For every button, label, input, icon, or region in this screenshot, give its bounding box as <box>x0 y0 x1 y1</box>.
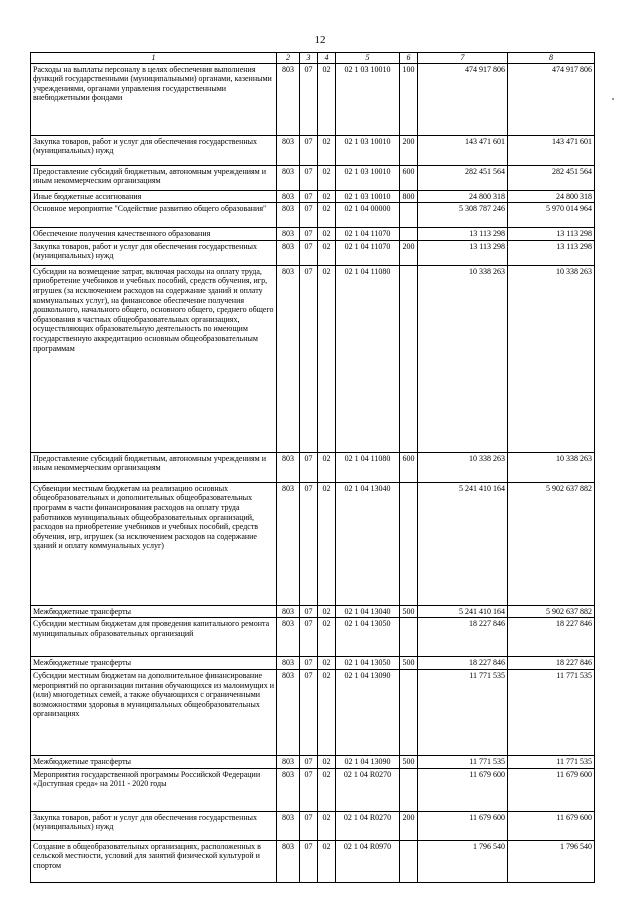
row-name-cell: Иные бюджетные ассигнования <box>31 190 277 203</box>
expense-type-cell <box>400 768 418 811</box>
ved-code-cell: 803 <box>277 669 300 755</box>
amount-year2-cell: 11 679 600 <box>508 811 595 840</box>
table-row <box>31 840 595 882</box>
subsection-cell: 02 <box>318 135 336 165</box>
amount-year1-cell: 1 796 540 <box>418 840 508 882</box>
table-row <box>31 240 595 265</box>
header-cell: 6 <box>400 53 418 64</box>
target-article-cell: 02 1 04 R0270 <box>336 768 400 811</box>
section-cell: 07 <box>300 240 318 265</box>
section-cell: 07 <box>300 669 318 755</box>
table-row <box>31 165 595 190</box>
amount-year1-cell: 5 241 410 164 <box>418 482 508 605</box>
amount-year2-cell: 474 917 806 <box>508 63 595 135</box>
table-row <box>31 811 595 840</box>
row-name-cell: Субвенции местным бюджетам на реализацию основных общеобразовательных и дополнительных общеобразовательных программ в части финансирования расходов на оплату труда работников муниципальных общеобразовательных организаций, расходов на приобретение учебников и учебных пособий, средств обучения, игр, игрушек (за исключением расходов на содержание зданий и оплату коммунальных услуг) <box>31 482 277 605</box>
section-cell: 07 <box>300 657 318 670</box>
target-article-cell: 02 1 04 13040 <box>336 605 400 618</box>
ved-code-cell: 803 <box>277 768 300 811</box>
subsection-cell: 02 <box>318 228 336 241</box>
row-name-cell: Межбюджетные трансферты <box>31 657 277 670</box>
subsection-cell: 02 <box>318 755 336 768</box>
section-cell: 07 <box>300 63 318 135</box>
amount-year1-cell: 11 771 535 <box>418 669 508 755</box>
ved-code-cell: 803 <box>277 165 300 190</box>
section-cell: 07 <box>300 165 318 190</box>
ved-code-cell: 803 <box>277 482 300 605</box>
subsection-cell: 02 <box>318 840 336 882</box>
row-name-cell: Межбюджетные трансферты <box>31 605 277 618</box>
subsection-cell: 02 <box>318 165 336 190</box>
amount-year1-cell: 13 113 298 <box>418 228 508 241</box>
section-cell: 07 <box>300 190 318 203</box>
header-cell: 3 <box>300 53 318 64</box>
section-cell: 07 <box>300 605 318 618</box>
ved-code-cell: 803 <box>277 618 300 657</box>
subsection-cell: 02 <box>318 190 336 203</box>
ved-code-cell: 803 <box>277 755 300 768</box>
section-cell: 07 <box>300 135 318 165</box>
subsection-cell: 02 <box>318 452 336 482</box>
table-row <box>31 755 595 768</box>
row-name-cell: Субсидии на возмещение затрат, включая расходы на оплату труда, приобретение учебников и учебных пособий, средств обучения, игр, игрушек (за исключением расходов на содержание зданий и оплату коммунальных услуг), на финансовое обеспечение получения дошкольного, начального общего, основного общего, среднего общего образования в частных общеобразовательных организациях, осуществляющих образовательную деятельность по имеющим государственную аккредитацию основным общеобразовательным программам <box>31 265 277 452</box>
row-name-cell: Предоставление субсидий бюджетным, автономным учреждениям и иным некоммерческим организациям <box>31 452 277 482</box>
amount-year1-cell: 143 471 601 <box>418 135 508 165</box>
row-name-cell: Закупка товаров, работ и услуг для обеспечения государственных (муниципальных) нужд <box>31 240 277 265</box>
section-cell: 07 <box>300 618 318 657</box>
ved-code-cell: 803 <box>277 840 300 882</box>
header-cell: 1 <box>31 53 277 64</box>
expense-type-cell: 200 <box>400 135 418 165</box>
table-row <box>31 618 595 657</box>
amount-year2-cell: 10 338 263 <box>508 265 595 452</box>
subsection-cell: 02 <box>318 768 336 811</box>
target-article-cell: 02 1 04 11070 <box>336 228 400 241</box>
ved-code-cell: 803 <box>277 811 300 840</box>
target-article-cell: 02 1 03 10010 <box>336 165 400 190</box>
amount-year2-cell: 24 800 318 <box>508 190 595 203</box>
row-name-cell: Основное мероприятие "Содействие развитию общего образования" <box>31 203 277 228</box>
expense-type-cell: 500 <box>400 657 418 670</box>
row-name-cell: Обеспечение получения качественного образования <box>31 228 277 241</box>
row-name-cell: Создание в общеобразовательных организациях, расположенных в сельской местности, условий для занятий физической культурой и спортом <box>31 840 277 882</box>
amount-year1-cell: 11 679 600 <box>418 811 508 840</box>
expense-type-cell: 800 <box>400 190 418 203</box>
header-cell: 4 <box>318 53 336 64</box>
section-cell: 07 <box>300 840 318 882</box>
ved-code-cell: 803 <box>277 228 300 241</box>
section-cell: 07 <box>300 482 318 605</box>
table-row <box>31 452 595 482</box>
expense-type-cell: 200 <box>400 811 418 840</box>
target-article-cell: 02 1 04 13090 <box>336 755 400 768</box>
section-cell: 07 <box>300 452 318 482</box>
subsection-cell: 02 <box>318 203 336 228</box>
table-row <box>31 657 595 670</box>
ved-code-cell: 803 <box>277 657 300 670</box>
amount-year2-cell: 11 679 600 <box>508 768 595 811</box>
row-name-cell: Мероприятия государственной программы Российской Федерации «Доступная среда» на 2011 - 2020 годы <box>31 768 277 811</box>
target-article-cell: 02 1 04 R0270 <box>336 811 400 840</box>
subsection-cell: 02 <box>318 605 336 618</box>
amount-year2-cell: 10 338 263 <box>508 452 595 482</box>
amount-year1-cell: 18 227 846 <box>418 657 508 670</box>
subsection-cell: 02 <box>318 482 336 605</box>
ved-code-cell: 803 <box>277 240 300 265</box>
expense-type-cell <box>400 840 418 882</box>
amount-year2-cell: 143 471 601 <box>508 135 595 165</box>
amount-year2-cell: 1 796 540 <box>508 840 595 882</box>
amount-year2-cell: 5 902 637 882 <box>508 482 595 605</box>
table-row <box>31 63 595 135</box>
amount-year1-cell: 11 679 600 <box>418 768 508 811</box>
row-name-cell: Предоставление субсидий бюджетным, автономным учреждениям и иным некоммерческим организациям <box>31 165 277 190</box>
amount-year2-cell: 11 771 535 <box>508 755 595 768</box>
amount-year2-cell: 282 451 564 <box>508 165 595 190</box>
page-number: 12 <box>314 34 326 46</box>
expense-type-cell <box>400 203 418 228</box>
ved-code-cell: 803 <box>277 203 300 228</box>
expense-type-cell <box>400 482 418 605</box>
expense-type-cell: 100 <box>400 63 418 135</box>
amount-year1-cell: 24 800 318 <box>418 190 508 203</box>
expense-type-cell: 600 <box>400 452 418 482</box>
subsection-cell: 02 <box>318 63 336 135</box>
amount-year1-cell: 10 338 263 <box>418 452 508 482</box>
section-cell: 07 <box>300 755 318 768</box>
amount-year2-cell: 13 113 298 <box>508 228 595 241</box>
amount-year1-cell: 18 227 846 <box>418 618 508 657</box>
expense-type-cell: 600 <box>400 165 418 190</box>
amount-year1-cell: 282 451 564 <box>418 165 508 190</box>
amount-year1-cell: 5 308 787 246 <box>418 203 508 228</box>
header-cell: 5 <box>336 53 400 64</box>
row-name-cell: Субсидии местным бюджетам на дополнительное финансирование мероприятий по организации питания обучающихся из малоимущих и (или) многодетных семей, а также обучающихся с ограниченными возможностями здоровья в муниципальных общеобразовательных организациях <box>31 669 277 755</box>
subsection-cell: 02 <box>318 657 336 670</box>
amount-year1-cell: 10 338 263 <box>418 265 508 452</box>
amount-year1-cell: 13 113 298 <box>418 240 508 265</box>
expense-type-cell: 500 <box>400 605 418 618</box>
target-article-cell: 02 1 04 13090 <box>336 669 400 755</box>
target-article-cell: 02 1 04 11070 <box>336 240 400 265</box>
budget-table <box>30 52 595 883</box>
subsection-cell: 02 <box>318 669 336 755</box>
row-name-cell: Расходы на выплаты персоналу в целях обеспечения выполнения функций государственными (муниципальными) органами, казенными учреждениями, органами управления государственными внебюджетными фондами <box>31 63 277 135</box>
ved-code-cell: 803 <box>277 63 300 135</box>
expense-type-cell <box>400 669 418 755</box>
table-row <box>31 482 595 605</box>
table-row <box>31 228 595 241</box>
amount-year1-cell: 11 771 535 <box>418 755 508 768</box>
header-cell: 2 <box>277 53 300 64</box>
target-article-cell: 02 1 04 11080 <box>336 265 400 452</box>
row-name-cell: Закупка товаров, работ и услуг для обеспечения государственных (муниципальных) нужд <box>31 135 277 165</box>
amount-year2-cell: 18 227 846 <box>508 618 595 657</box>
amount-year2-cell: 5 970 014 964 <box>508 203 595 228</box>
subsection-cell: 02 <box>318 811 336 840</box>
ved-code-cell: 803 <box>277 605 300 618</box>
section-cell: 07 <box>300 811 318 840</box>
subsection-cell: 02 <box>318 240 336 265</box>
target-article-cell: 02 1 04 11080 <box>336 452 400 482</box>
section-cell: 07 <box>300 228 318 241</box>
target-article-cell: 02 1 04 13050 <box>336 657 400 670</box>
amount-year2-cell: 13 113 298 <box>508 240 595 265</box>
target-article-cell: 02 1 03 10010 <box>336 190 400 203</box>
scan-speck <box>612 98 614 100</box>
table-header-row <box>31 53 595 64</box>
table-row <box>31 135 595 165</box>
header-cell: 8 <box>508 53 595 64</box>
expense-type-cell <box>400 228 418 241</box>
ved-code-cell: 803 <box>277 135 300 165</box>
target-article-cell: 02 1 04 R0970 <box>336 840 400 882</box>
row-name-cell: Закупка товаров, работ и услуг для обеспечения государственных (муниципальных) нужд <box>31 811 277 840</box>
target-article-cell: 02 1 04 00000 <box>336 203 400 228</box>
table-row <box>31 669 595 755</box>
target-article-cell: 02 1 04 13040 <box>336 482 400 605</box>
ved-code-cell: 803 <box>277 265 300 452</box>
section-cell: 07 <box>300 768 318 811</box>
row-name-cell: Субсидии местным бюджетам для проведения капитального ремонта муниципальных образовательных организаций <box>31 618 277 657</box>
table-row <box>31 265 595 452</box>
expense-type-cell <box>400 618 418 657</box>
header-cell: 7 <box>418 53 508 64</box>
amount-year2-cell: 5 902 637 882 <box>508 605 595 618</box>
subsection-cell: 02 <box>318 265 336 452</box>
table-row <box>31 203 595 228</box>
amount-year2-cell: 18 227 846 <box>508 657 595 670</box>
ved-code-cell: 803 <box>277 452 300 482</box>
section-cell: 07 <box>300 265 318 452</box>
target-article-cell: 02 1 04 13050 <box>336 618 400 657</box>
table-row <box>31 768 595 811</box>
table-row <box>31 605 595 618</box>
section-cell: 07 <box>300 203 318 228</box>
amount-year1-cell: 5 241 410 164 <box>418 605 508 618</box>
table-row <box>31 190 595 203</box>
subsection-cell: 02 <box>318 618 336 657</box>
expense-type-cell: 200 <box>400 240 418 265</box>
expense-type-cell <box>400 265 418 452</box>
ved-code-cell: 803 <box>277 190 300 203</box>
target-article-cell: 02 1 03 10010 <box>336 135 400 165</box>
target-article-cell: 02 1 03 10010 <box>336 63 400 135</box>
amount-year1-cell: 474 917 806 <box>418 63 508 135</box>
expense-type-cell: 500 <box>400 755 418 768</box>
amount-year2-cell: 11 771 535 <box>508 669 595 755</box>
row-name-cell: Межбюджетные трансферты <box>31 755 277 768</box>
